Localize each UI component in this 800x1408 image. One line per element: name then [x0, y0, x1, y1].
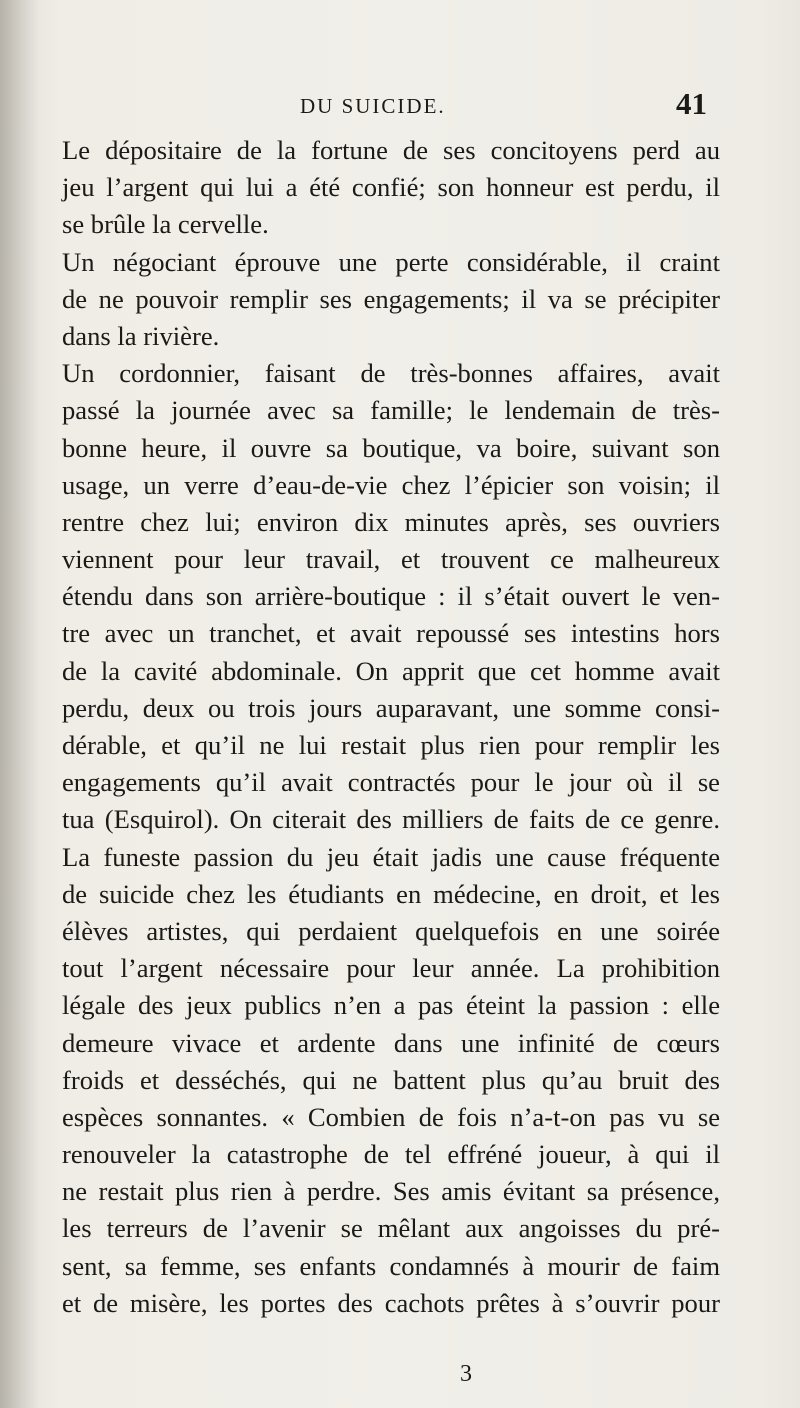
- text-line: tua (Esquirol). On citerait des milliers de faits de ce genre.: [62, 804, 720, 835]
- text-line: sent, sa femme, ses enfants condamnés à mourir de faim: [62, 1250, 720, 1281]
- text-line: jeu l’argent qui lui a été confié; son honneur est perdu, il: [62, 172, 720, 203]
- text-line: engagements qu’il avait contractés pour le jour où il se: [62, 767, 720, 798]
- text-line: La funeste passion du jeu était jadis une cause fréquente: [62, 841, 720, 872]
- text-line: dans la rivière.: [62, 320, 220, 351]
- spine-shadow: [0, 0, 40, 1408]
- text-line: de ne pouvoir remplir ses engagements; il va se précipiter: [62, 283, 720, 314]
- text-line: demeure vivace et ardente dans une infinité de cœurs: [62, 1027, 720, 1058]
- text-line: de la cavité abdominale. On apprit que cet homme avait: [62, 655, 720, 686]
- page-number: 41: [676, 86, 707, 121]
- text-line: légale des jeux publics n’en a pas éteint la passion : elle: [62, 990, 720, 1021]
- text-line: les terreurs de l’avenir se mêlant aux angoisses du pré-: [62, 1213, 720, 1244]
- text-line: dérable, et qu’il ne lui restait plus rien pour remplir les: [62, 730, 720, 760]
- body-text: [62, 132, 720, 1322]
- text-line: et de misère, les portes des cachots prêtes à s’ouvrir pour: [62, 1287, 720, 1318]
- page-header: [0, 86, 800, 126]
- text-line: de suicide chez les étudiants en médecine, en droit, et les: [62, 878, 720, 909]
- text-line: renouveler la catastrophe de tel effréné joueur, à qui il: [62, 1139, 720, 1170]
- text-line: élèves artistes, qui perdaient quelquefois en une soirée: [62, 915, 720, 946]
- signature-mark: 3: [460, 1361, 472, 1387]
- text-line: ne restait plus rien à perdre. Ses amis évitant sa présence,: [62, 1176, 720, 1207]
- text-line: tout l’argent nécessaire pour leur année. La prohibition: [62, 953, 720, 984]
- running-title: DU SUICIDE.: [300, 94, 446, 118]
- text-line: se brûle la cervelle.: [62, 209, 269, 240]
- text-line: Le dépositaire de la fortune de ses concitoyens perd au: [62, 135, 720, 165]
- text-line: espèces sonnantes. « Combien de fois n’a-t-on pas vu se: [62, 1101, 720, 1132]
- text-line: étendu dans son arrière-boutique : il s’était ouvert le ven-: [62, 581, 720, 612]
- text-line: usage, un verre d’eau-de-vie chez l’épicier son voisin; il: [62, 469, 720, 500]
- text-line: tre avec un tranchet, et avait repoussé ses intestins hors: [62, 618, 720, 649]
- text-line: rentre chez lui; environ dix minutes après, ses ouvriers: [62, 506, 720, 537]
- text-line: Un cordonnier, faisant de très-bonnes affaires, avait: [62, 358, 720, 389]
- text-line: passé la journée avec sa famille; le lendemain de très-: [62, 395, 720, 426]
- text-line: viennent pour leur travail, et trouvent ce malheureux: [62, 544, 720, 575]
- text-line: Un négociant éprouve une perte considérable, il craint: [62, 246, 720, 277]
- text-line: perdu, deux ou trois jours auparavant, une somme consi-: [62, 692, 720, 723]
- text-line: froids et desséchés, qui ne battent plus qu’au bruit des: [62, 1064, 720, 1095]
- text-line: bonne heure, il ouvre sa boutique, va boire, suivant son: [62, 432, 720, 463]
